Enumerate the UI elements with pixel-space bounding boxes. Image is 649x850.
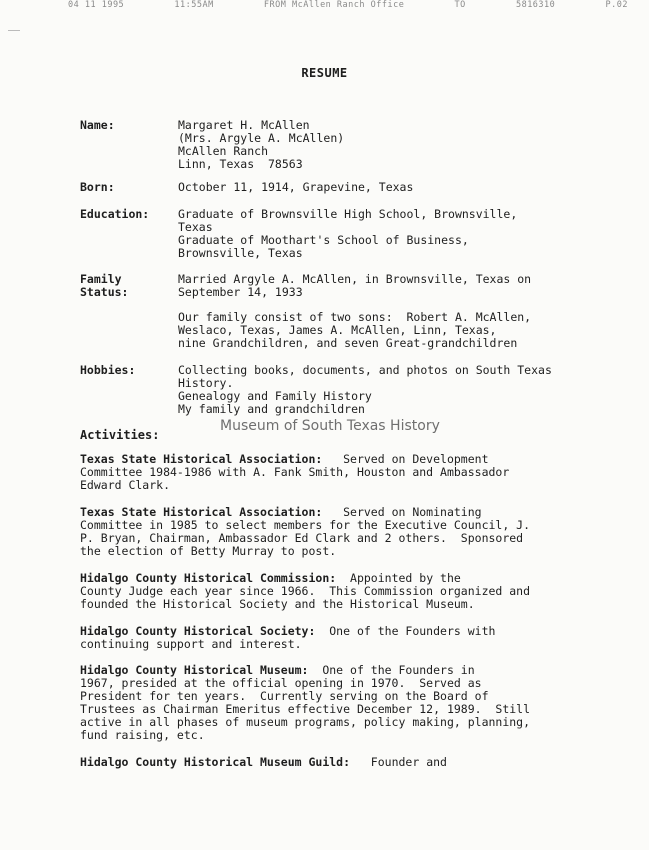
fax-from: FROM McAllen Ranch Office [263, 0, 405, 10]
activity-line: the election of Betty Murray to post. [80, 544, 337, 558]
born-label: Born: [80, 180, 115, 194]
fax-page: P.02 [605, 0, 628, 10]
activity-heading: Texas State Historical Association: [80, 452, 323, 466]
name-line: Margaret H. McAllen [178, 118, 310, 132]
hobbies-line: My family and grandchildren [178, 402, 365, 416]
family-line: Married Argyle A. McAllen, in Brownsville, Texas on [178, 272, 532, 286]
born-value [178, 181, 598, 194]
hobbies-label: Hobbies: [80, 363, 136, 377]
activity-entry [80, 506, 585, 558]
activity-entry [80, 756, 585, 769]
activity-entry [80, 453, 585, 492]
education-line: Graduate of Moothart's School of Business, [178, 233, 469, 247]
activity-heading: Hidalgo County Historical Commission: [80, 571, 337, 585]
activity-line: Served on Development [322, 452, 489, 466]
activity-line: Trustees as Chairman Emeritus effective December 12, 1989. Still [80, 702, 531, 716]
hobbies-line: Collecting books, documents, and photos on South Texas [178, 363, 552, 377]
education-label: Education: [80, 207, 150, 221]
activities-label: Activities: [80, 428, 160, 442]
fax-date: 04 11 1995 [68, 0, 125, 10]
activity-entry [80, 625, 585, 651]
activity-line: 1967, presided at the official opening in 1970. Served as [80, 676, 482, 690]
activity-line: fund raising, etc. [80, 728, 205, 742]
born-line: October 11, 1914, Grapevine, Texas [178, 180, 414, 194]
hobbies-line: History. [178, 376, 234, 390]
name-value [178, 119, 598, 171]
activity-line: One of the Founders in [308, 663, 475, 677]
activity-line: Appointed by the [336, 571, 461, 585]
activity-line: Committee in 1985 to select members for the Executive Council, J. [80, 518, 531, 532]
fax-to: TO [454, 0, 466, 10]
activity-line: Founder and [350, 755, 447, 769]
activity-heading: Hidalgo County Historical Society: [80, 624, 316, 638]
activity-line: County Judge each year since 1966. This Commission organized and [80, 584, 531, 598]
activity-line: President for ten years. Currently serving on the Board of [80, 689, 489, 703]
activity-line: One of the Founders with [315, 624, 496, 638]
activity-line: P. Bryan, Chairman, Ambassador Ed Clark and 2 others. Sponsored [80, 531, 524, 545]
hobbies-value [178, 364, 598, 416]
hobbies-line: Genealogy and Family History [178, 389, 372, 403]
education-line: Graduate of Brownsville High School, Brownsville, [178, 207, 518, 221]
page-title: RESUME [301, 66, 348, 80]
name-line: McAllen Ranch [178, 144, 269, 158]
activity-line: Committee 1984-1986 with A. Fank Smith, Houston and Ambassador [80, 465, 510, 479]
name-label: Name: [80, 118, 115, 132]
museum-watermark: Museum of South Texas History [220, 418, 440, 434]
name-line: Linn, Texas 78563 [178, 157, 303, 171]
family-line: Our family consist of two sons: Robert A. McAllen, [178, 310, 532, 324]
activity-entry [80, 664, 585, 742]
activity-entry [80, 572, 585, 611]
activity-heading: Hidalgo County Historical Museum: [80, 663, 309, 677]
family-status-label: Family Status: [80, 272, 129, 299]
education-line: Brownsville, Texas [178, 246, 303, 260]
activity-line: Served on Nominating [322, 505, 482, 519]
activity-line: continuing support and interest. [80, 637, 302, 651]
fax-time: 11:55AM [174, 0, 214, 10]
fax-header [68, 0, 628, 10]
family-line: September 14, 1933 [178, 285, 303, 299]
education-line: Texas [178, 220, 213, 234]
family-line: nine Grandchildren, and seven Great-grandchildren [178, 336, 518, 350]
activity-line: active in all phases of museum programs, policy making, planning, [80, 715, 531, 729]
activity-line: founded the Historical Society and the Historical Museum. [80, 597, 475, 611]
education-value [178, 208, 598, 260]
family-line: Weslaco, Texas, James A. McAllen, Linn, Texas, [178, 323, 497, 337]
activity-heading: Hidalgo County Historical Museum Guild: [80, 755, 351, 769]
activity-line: Edward Clark. [80, 478, 171, 492]
scan-mark [8, 30, 20, 31]
fax-phone: 5816310 [515, 0, 556, 10]
name-line: (Mrs. Argyle A. McAllen) [178, 131, 345, 145]
family-status-value [178, 273, 598, 350]
activity-heading: Texas State Historical Association: [80, 505, 323, 519]
